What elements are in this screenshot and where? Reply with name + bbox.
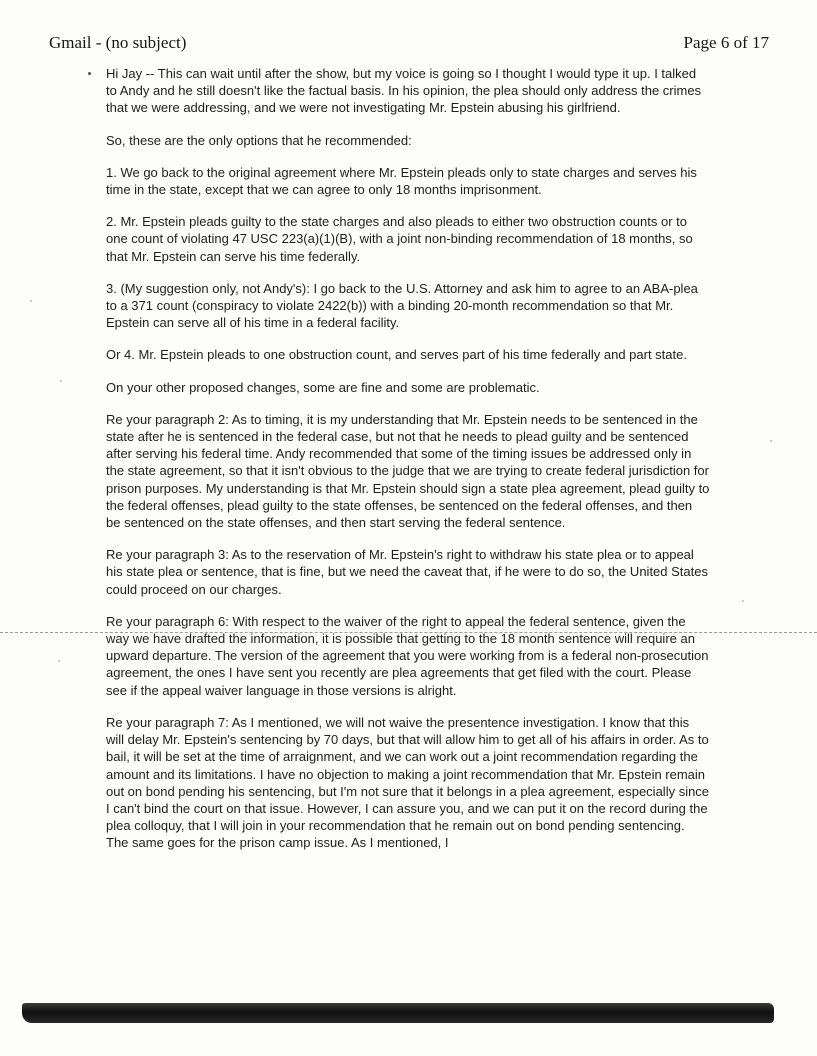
scan-speck (60, 380, 62, 382)
bullet-mark (88, 72, 91, 75)
scan-speck (770, 440, 772, 442)
scan-divider-line (0, 632, 817, 633)
scan-edge-bar (22, 1003, 774, 1023)
scan-speck (58, 660, 60, 662)
paragraph-options-intro: So, these are the only options that he recommended: (106, 132, 412, 148)
paragraph-other-changes: On your other proposed changes, some are fine and some are problematic. (106, 379, 540, 395)
paragraph-re-7: Re your paragraph 7: As I mentioned, we will not waive the presentence investigation. I know that this will delay Mr. Epstein's sentencing by 70 days, but that will allow him to get all of his affairs in order. As to bail, it will be set at the time of arraignment, and we can work out a joint recommendation regarding the amount and its limitations. I have no objection to making a joint recommendation that Mr. Epstein remain out on bond pending his sentencing, but I'm not sure that it belongs in a plea agreement, especially since I can't bind the court on that issue. However, I can assure you, and we can put it on the record during the plea colloquy, that I will join in your recommendation that he remain out on bond pending sentencing. The same goes for the prison camp issue. As I mentioned, I (106, 714, 710, 851)
page-header-title: Gmail - (no subject) (49, 33, 187, 52)
paragraph-option-2: 2. Mr. Epstein pleads guilty to the state charges and also pleads to either two obstruction counts or to one count of violating 47 USC 223(a)(1)(B), with a joint non-binding recommendation of 18 months, so that Mr. Epstein can serve his time federally. (106, 214, 693, 264)
paragraph-re-3: Re your paragraph 3: As to the reservation of Mr. Epstein's right to withdraw his state plea or to appeal his state plea or sentence, that is fine, but we need the caveat that, if he were to do so, the United States could proceed on our charges. (106, 547, 708, 597)
paragraph-option-4: Or 4. Mr. Epstein pleads to one obstruction count, and serves part of his time federally and part state. (106, 347, 687, 363)
scan-speck (30, 300, 32, 302)
page-number: Page 6 of 17 (683, 33, 769, 52)
paragraph-option-3: 3. (My suggestion only, not Andy's): I go back to the U.S. Attorney and ask him to agree to an ABA-plea to a 371 count (conspiracy to violate 2422(b)) with a binding 20-month recommendation so that Mr. Epstein can serve all of his time in a federal facility. (106, 280, 698, 331)
paragraph-re-2: Re your paragraph 2: As to timing, it is my understanding that Mr. Epstein needs to be sentenced in the state after he is sentenced in the federal case, but not that he needs to plead guilty and be sentenced after serving his federal time. Andy recommended that some of the timing issues be addressed only in the state agreement, so that it isn't obvious to the judge that we are trying to create federal jurisdiction for prison purposes. My understanding is that Mr. Epstein should sign a state plea agreement, plead guilty to the federal offenses, plead guilty to the state offenses, be sentenced on the federal offenses, and then be sentenced on the state offenses, and then start serving the federal sentence. (106, 411, 710, 531)
paragraph-re-6: Re your paragraph 6: With respect to the waiver of the right to appeal the federal sentence, given the way we have drafted the information, it is possible that getting to the 18 month sentence will require an upward departure. The version of the agreement that you were working from is a federal non-prosecution agreement, the ones I have sent you recently are plea agreements that get filed with the court. Please see if the appeal waiver language in those versions is alright. (106, 613, 709, 698)
paragraph-option-1: 1. We go back to the original agreement where Mr. Epstein pleads only to state charges and serves his time in the state, except that we can agree to only 18 months imprisonment. (106, 164, 697, 198)
email-body (106, 65, 710, 867)
paragraph-greeting: Hi Jay -- This can wait until after the show, but my voice is going so I thought I would type it up. I talked to Andy and he still doesn't like the factual basis. In his opinion, the plea should only address the crimes that we were addressing, and we were not investigating Mr. Epstein abusing his girlfriend. (106, 66, 702, 116)
scan-speck (742, 600, 744, 602)
